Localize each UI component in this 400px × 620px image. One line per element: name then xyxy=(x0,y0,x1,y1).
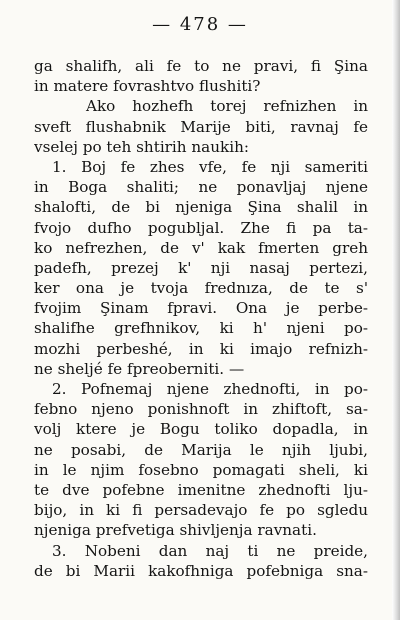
text-line: in Boga shaliti; ne ponavljaj njene xyxy=(34,178,368,197)
text-line: 2. Pofnemaj njene zhednofti, in po- xyxy=(52,380,368,398)
text-line: ne sheljé fe fpreoberniti. — xyxy=(34,359,245,378)
text-line: mozhi perbeshé, in ki imajo refnizh- xyxy=(34,339,368,358)
text-line: shalifhe grefhnikov, ki h' njeni po- xyxy=(34,319,368,338)
page-edge-shadow xyxy=(392,0,400,620)
text-line: sveft flushabnik Marije biti, ravnaj fe xyxy=(34,117,368,136)
text-line: vselej po teh shtirih naukih: xyxy=(34,137,249,156)
text-line: padefh, prezej k' nji nasaj pertezi, xyxy=(34,258,368,277)
text-line: in matere fovrashtvo flushiti? xyxy=(34,77,261,96)
text-line: ko nefrezhen, de v' kak fmerten greh xyxy=(34,238,368,257)
text-line: ker ona je tvoja frednıza, de te s' xyxy=(34,279,368,298)
text-line: volj ktere je Bogu toliko dopadla, in xyxy=(34,420,368,439)
text-line: 3. Nobeni dan naj ti ne preide, xyxy=(52,541,368,560)
text-line: Ako hozhefh torej refnizhen in xyxy=(86,97,368,116)
text-line: shalofti, de bi njeniga Şina shalil in xyxy=(34,198,368,217)
text-line: njeniga prefvetiga shivljenja ravnati. xyxy=(34,521,317,540)
text-line: fvojo dufho pogubljal. Zhe fi pa ta- xyxy=(34,218,368,237)
text-line: ne posabi, de Marija le njih ljubi, xyxy=(34,440,368,459)
text-line: febno njeno ponishnoft in zhiftoft, sa- xyxy=(34,400,368,419)
text-line: bijo, in ki fi persadevajo fe po sgledu xyxy=(34,501,368,520)
text-line: de bi Marii kakofhniga pofebniga sna- xyxy=(34,561,368,580)
body-text xyxy=(34,56,368,581)
page-number: — 478 — xyxy=(152,14,248,35)
text-line: te dve pofebne imenitne zhednofti lju- xyxy=(34,480,368,499)
text-line: in le njim fosebno pomagati sheli, ki xyxy=(34,460,368,479)
text-line: ga shalifh, ali fe to ne pravi, fi Şina xyxy=(34,57,368,75)
text-line: fvojim Şinam fpravi. Ona je perbe- xyxy=(34,299,368,318)
text-line: 1. Boj fe zhes vfe, fe nji sameriti xyxy=(52,157,368,176)
